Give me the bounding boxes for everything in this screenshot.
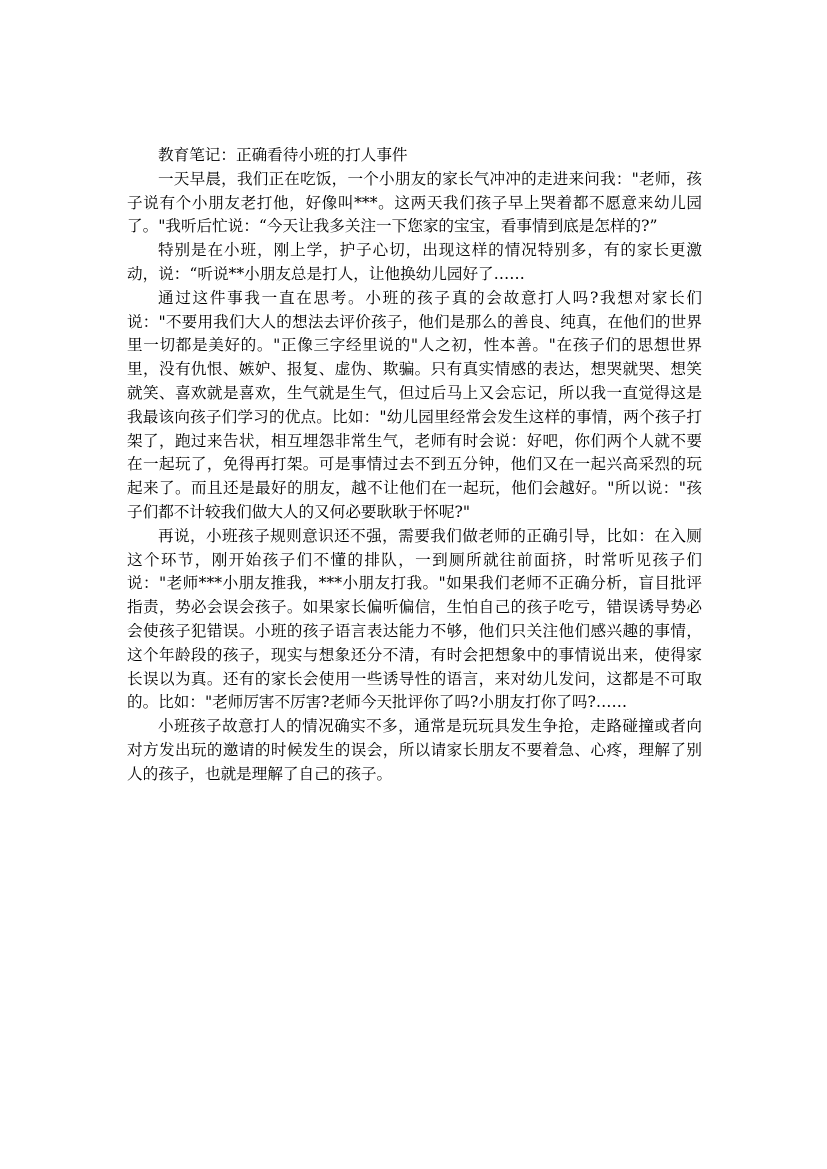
document-body xyxy=(127,144,702,787)
paragraph-4: 再说，小班孩子规则意识还不强，需要我们做老师的正确引导，比如：在入厕这个环节，刚开始孩子们不懂的排队，一到厕所就往前面挤，时常听见孩子们说："老师***小朋友推我，***小朋友打我。"如果我们老师不正确分析，盲目批评指责，势必会误会孩子。如果家长偏听偏信，生怕自己的孩子吃亏，错误诱导势必会使孩子犯错误。小班的孩子语言表达能力不够，他们只关注他们感兴趣的事情，这个年龄段的孩子，现实与想象还分不清，有时会把想象中的事情说出来，使得家长误以为真。还有的家长会使用一些诱导性的语言，来对幼儿发问，这都是不可取的。比如："老师厉害不厉害?老师今天批评你了吗?小朋友打你了吗?…… xyxy=(127,526,702,712)
document-title: 教育笔记：正确看待小班的打人事件 xyxy=(158,146,408,164)
paragraph-1: 一天早晨，我们正在吃饭，一个小朋友的家长气冲冲的走进来问我："老师，孩子说有个小朋友老打他，好像叫***。这两天我们孩子早上哭着都不愿意来幼儿园了。"我听后忙说：“今天让我多关注一下您家的宝宝，看事情到底是怎样的?” xyxy=(127,169,702,236)
paragraph-5: 小班孩子故意打人的情况确实不多，通常是玩玩具发生争抢，走路碰撞或者向对方发出玩的邀请的时候发生的误会，所以请家长朋友不要着急、心疼，理解了别人的孩子，也就是理解了自己的孩子。 xyxy=(127,717,702,783)
paragraph-3: 通过这件事我一直在思考。小班的孩子真的会故意打人吗?我想对家长们说："不要用我们大人的想法去评价孩子，他们是那么的善良、纯真，在他们的世界里一切都是美好的。"正像三字经里说的"人之初，性本善。"在孩子们的思想世界里，没有仇恨、嫉妒、报复、虚伪、欺骗。只有真实情感的表达，想哭就哭、想笑就笑、喜欢就是喜欢，生气就是生气，但过后马上又会忘记，所以我一直觉得这是我最该向孩子们学习的优点。比如："幼儿园里经常会发生这样的事情，两个孩子打架了，跑过来告状，相互埋怨非常生气，老师有时会说：好吧，你们两个人就不要在一起玩了，免得再打架。可是事情过去不到五分钟，他们又在一起兴高采烈的玩起来了。而且还是最好的朋友，越不让他们在一起玩，他们会越好。"所以说："孩子们都不计较我们做大人的又何必要耿耿于怀呢?" xyxy=(127,288,702,521)
paragraph-2: 特别是在小班，刚上学，护子心切，出现这样的情况特别多，有的家长更激动，说：“听说**小朋友总是打人，让他换幼儿园好了…… xyxy=(127,241,702,283)
